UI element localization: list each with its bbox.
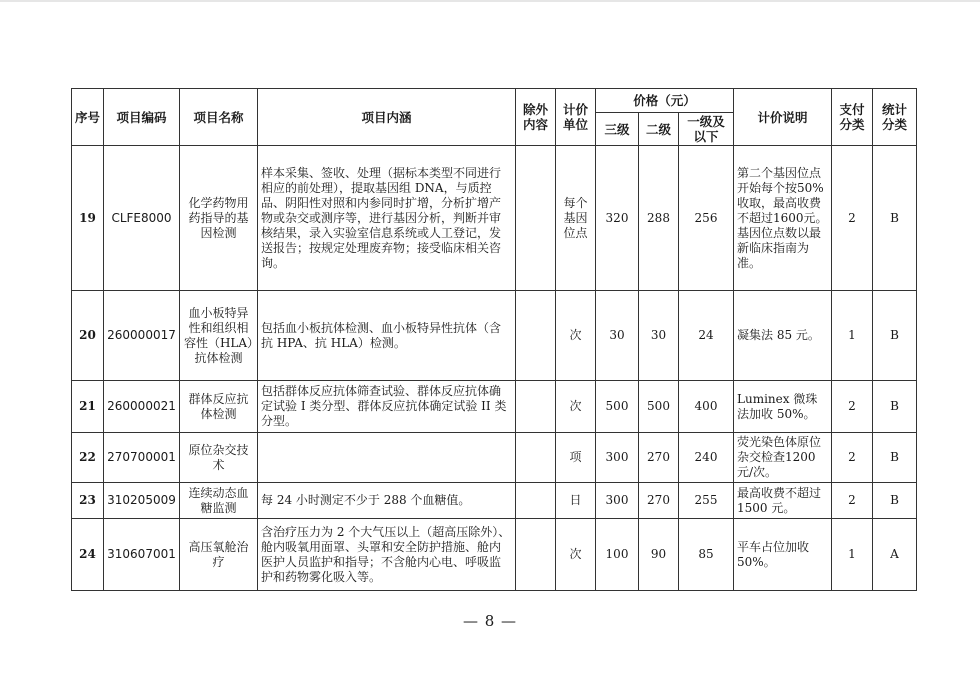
row-price-level1: 400: [679, 381, 734, 433]
header-note: 计价说明: [734, 89, 832, 146]
top-edge-line: [0, 0, 980, 2]
row-price-level2: 270: [639, 433, 679, 483]
row-price-level2: 500: [639, 381, 679, 433]
table-row: [72, 146, 917, 291]
row-seq: 24: [72, 519, 104, 591]
row-content: 每 24 小时测定不少于 288 个血糖值。: [258, 483, 516, 519]
row-pay-class: 2: [832, 433, 873, 483]
row-stat-class: B: [873, 483, 917, 519]
row-excluded: [516, 483, 556, 519]
header-seq: 序号: [72, 89, 104, 146]
row-content: 样本采集、签收、处理（据标本类型不同进行相应的前处理），提取基因组 DNA，与质控品、阴阳性对照和内参同时扩增，分析扩增产物或杂交或测序等，进行基因分析，判断并审核结果，录入实验室信息系统或人工登记，发送报告；按规定处理废弃物；接受临床相关咨询。: [258, 146, 516, 291]
row-excluded: [516, 433, 556, 483]
row-note: 凝集法 85 元。: [734, 291, 832, 381]
row-code: 260000021: [104, 381, 180, 433]
row-name: 高压氧舱治疗: [180, 519, 258, 591]
row-code: CLFE8000: [104, 146, 180, 291]
header-level2: 二级: [639, 113, 679, 146]
row-price-level2: 90: [639, 519, 679, 591]
row-unit: 每个基因位点: [556, 146, 596, 291]
row-seq: 20: [72, 291, 104, 381]
header-unit: 计价单位: [556, 89, 596, 146]
header-stat-class: 统计分类: [873, 89, 917, 146]
row-excluded: [516, 519, 556, 591]
medical-fee-table: [71, 88, 917, 591]
page-number: — 8 —: [462, 612, 518, 630]
row-note: 平车占位加收50%。: [734, 519, 832, 591]
row-name: 群体反应抗体检测: [180, 381, 258, 433]
row-note: 最高收费不超过 1500 元。: [734, 483, 832, 519]
header-level3: 三级: [596, 113, 639, 146]
row-excluded: [516, 291, 556, 381]
row-name: 血小板特异性和组织相容性（HLA）抗体检测: [180, 291, 258, 381]
header-excluded: 除外内容: [516, 89, 556, 146]
row-price-level2: 30: [639, 291, 679, 381]
row-price-level3: 30: [596, 291, 639, 381]
row-seq: 21: [72, 381, 104, 433]
row-code: 310607001: [104, 519, 180, 591]
row-price-level1: 240: [679, 433, 734, 483]
table-row: [72, 519, 917, 591]
row-unit: 次: [556, 519, 596, 591]
row-excluded: [516, 381, 556, 433]
row-price-level3: 300: [596, 483, 639, 519]
row-unit: 次: [556, 291, 596, 381]
row-price-level2: 270: [639, 483, 679, 519]
row-price-level1: 255: [679, 483, 734, 519]
row-unit: 日: [556, 483, 596, 519]
row-price-level3: 320: [596, 146, 639, 291]
row-note: Luminex 微珠法加收 50%。: [734, 381, 832, 433]
header-price: 价格（元）: [596, 89, 734, 113]
row-unit: 项: [556, 433, 596, 483]
row-price-level1: 256: [679, 146, 734, 291]
header-pay-class: 支付分类: [832, 89, 873, 146]
table-row: [72, 483, 917, 519]
row-note: 荧光染色体原位杂交检查1200 元/次。: [734, 433, 832, 483]
row-unit: 次: [556, 381, 596, 433]
row-code: 310205009: [104, 483, 180, 519]
row-stat-class: B: [873, 433, 917, 483]
row-content: 包括群体反应抗体筛查试验、群体反应抗体确定试验 I 类分型、群体反应抗体确定试验 II 类分型。: [258, 381, 516, 433]
table-row: [72, 291, 917, 381]
row-content: 包括血小板抗体检测、血小板特异性抗体（含抗 HPA、抗 HLA）检测。: [258, 291, 516, 381]
row-price-level1: 24: [679, 291, 734, 381]
row-pay-class: 2: [832, 381, 873, 433]
row-price-level3: 100: [596, 519, 639, 591]
row-price-level1: 85: [679, 519, 734, 591]
header-content: 项目内涵: [258, 89, 516, 146]
row-content: 含治疗压力为 2 个大气压以上（超高压除外）、舱内吸氧用面罩、头罩和安全防护措施、舱内医护人员监护和指导；不含舱内心电、呼吸监护和药物雾化吸入等。: [258, 519, 516, 591]
row-pay-class: 2: [832, 146, 873, 291]
row-seq: 22: [72, 433, 104, 483]
row-price-level2: 288: [639, 146, 679, 291]
row-stat-class: B: [873, 146, 917, 291]
row-name: 化学药物用药指导的基因检测: [180, 146, 258, 291]
row-name: 原位杂交技术: [180, 433, 258, 483]
row-pay-class: 2: [832, 483, 873, 519]
row-seq: 19: [72, 146, 104, 291]
row-note: 第二个基因位点开始每个按50%收取，最高收费不超过1600元。基因位点数以最新临床指南为准。: [734, 146, 832, 291]
table-row: [72, 381, 917, 433]
header-level1: 一级及以下: [679, 113, 734, 146]
header-name: 项目名称: [180, 89, 258, 146]
row-pay-class: 1: [832, 291, 873, 381]
table-row: [72, 433, 917, 483]
row-pay-class: 1: [832, 519, 873, 591]
row-stat-class: A: [873, 519, 917, 591]
row-price-level3: 300: [596, 433, 639, 483]
row-excluded: [516, 146, 556, 291]
row-price-level3: 500: [596, 381, 639, 433]
row-code: 260000017: [104, 291, 180, 381]
row-name: 连续动态血糖监测: [180, 483, 258, 519]
row-code: 270700001: [104, 433, 180, 483]
header-code: 项目编码: [104, 89, 180, 146]
row-stat-class: B: [873, 291, 917, 381]
row-content: [258, 433, 516, 483]
row-stat-class: B: [873, 381, 917, 433]
row-seq: 23: [72, 483, 104, 519]
